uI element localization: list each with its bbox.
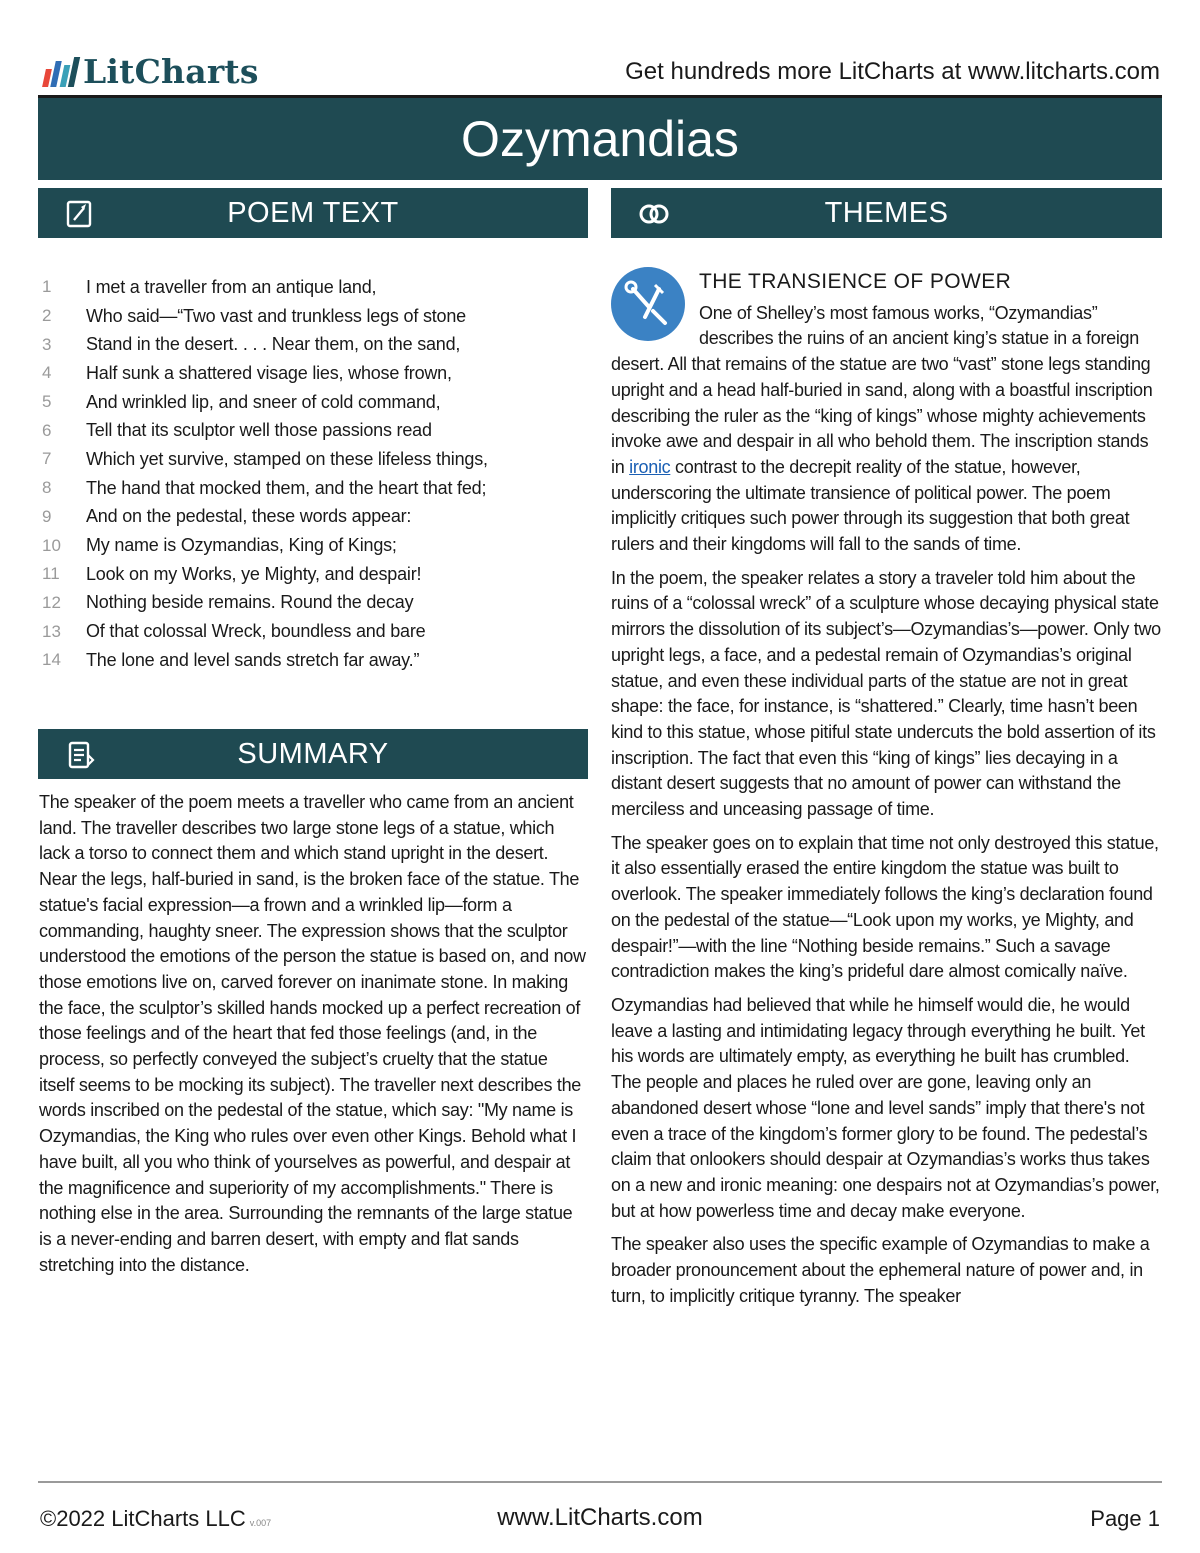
theme-paragraph-1 [611, 301, 1162, 558]
page-title: Ozymandias [38, 98, 1162, 180]
line-number: 4 [42, 363, 52, 383]
line-text: The hand that mocked them, and the heart that fed; [86, 477, 487, 498]
summary-header [38, 729, 588, 779]
logo-bars-icon [44, 57, 77, 87]
line-text: Look on my Works, ye Mighty, and despair! [86, 563, 422, 584]
poem-line [38, 503, 588, 532]
book-quill-icon [64, 200, 98, 228]
poem-line [38, 273, 588, 302]
interlocking-rings-icon [637, 200, 671, 228]
poem-line [38, 617, 588, 646]
line-number: 10 [42, 535, 61, 555]
line-text: Tell that its sculptor well those passions read [86, 420, 432, 441]
header-tagline[interactable]: Get hundreds more LitCharts at www.litcharts.com [625, 58, 1160, 85]
poem-line [38, 474, 588, 503]
line-number: 1 [42, 277, 52, 297]
line-number: 7 [42, 449, 52, 469]
theme-paragraph-5: The speaker also uses the specific example of Ozymandias to make a broader pronouncement about the ephemeral nature of power and, in turn, to implicitly critique tyranny. The speaker [611, 1234, 1150, 1306]
line-number: 9 [42, 506, 52, 526]
poem-text-header [38, 188, 588, 238]
theme-paragraph-3: The speaker goes on to explain that time not only destroyed this statue, it also essentially erased the entire kingdom the statue was built to overlook. The speaker immediately follows the king’s declaration found on the pedestal of the statue—“Look upon my works, ye Mighty, and despair!”—with the line “Nothing beside remains.” Such a savage contradiction makes the king’s prideful dare almost comically naïve. [611, 832, 1159, 982]
copyright-text: ©2022 LitCharts LLC [40, 1506, 246, 1531]
footer-site-link[interactable]: www.LitCharts.com [497, 1504, 703, 1531]
line-text: And on the pedestal, these words appear: [86, 506, 412, 527]
poem-line [38, 359, 588, 388]
line-number: 12 [42, 592, 61, 612]
line-number: 8 [42, 478, 52, 498]
line-text: I met a traveller from an antique land, [86, 276, 377, 297]
logo-text: LitCharts [83, 52, 259, 91]
poem-line [38, 388, 588, 417]
summary-paragraph: The speaker of the poem meets a traveller who came from an ancient land. The traveller describes two large stone legs of a statue, which lack a torso to connect them and which stand upright in the desert. Near the legs, half-buried in sand, is the broken face of the statue. The statue's facial expression—a frown and a wrinkled lip—form a commanding, haughty sneer. The expression shows that the sculptor understood the emotions of the person the statue is based on, and now those emotions live on, carved forever on inanimate stone. In making the face, the sculptor’s skilled hands mocked up a perfect recreation of those feelings and of the heart that fed those feelings (and, in the process, so perfectly conveyed the subject’s cruelty that the statue itself seems to be mocking its subject). The traveller next describes the words inscribed on the pedestal of the statue, which say: "My name is Ozymandias, the King who rules over even other Kings. Behold what I have built, all you who think of yourselves as powerful, and despair at the magnificence and superiority of my accomplishments." There is nothing else in the area. Surrounding the remnants of the large statue is a never-ending and barren desert, with empty and flat sands stretching into the distance. [39, 792, 586, 1275]
poem-text-heading: POEM TEXT [227, 196, 399, 229]
line-number: 14 [42, 650, 61, 670]
version-label: v.007 [249, 1518, 272, 1528]
line-text: Which yet survive, stamped on these lifeless things, [86, 448, 488, 469]
line-text: Of that colossal Wreck, boundless and bare [86, 621, 426, 642]
line-text: Stand in the desert. . . . Near them, on the sand, [86, 334, 461, 355]
poem-line [38, 416, 588, 445]
line-number: 5 [42, 392, 52, 412]
line-number: 2 [42, 306, 52, 326]
page-header [38, 50, 1162, 94]
line-text: Nothing beside remains. Round the decay [86, 592, 414, 613]
line-number: 6 [42, 420, 52, 440]
footer-divider [38, 1481, 1162, 1483]
theme-paragraph-4: Ozymandias had believed that while he himself would die, he would leave a lasting and intimidating legacy through everything he built. Yet his words are ultimately empty, as everything he built has crumbled. The people and places he ruled over are gone, leaving only an abandoned desert whose “lone and level sands” imply that there's not even a trace of the kingdom’s former glory to be found. The pedestal’s claim that onlookers should despair at Ozymandias’s works thus takes on a new and ironic meaning: one despairs not at Ozymandias’s power, but at how powerless time and decay make everyone. [611, 994, 1160, 1221]
line-text: The lone and level sands stretch far away.” [86, 649, 420, 670]
line-text: Half sunk a shattered visage lies, whose frown, [86, 362, 452, 383]
theme-title: THE TRANSIENCE OF POWER [699, 270, 1012, 293]
themes-header [611, 188, 1162, 238]
page-number: Page 1 [1090, 1506, 1160, 1531]
line-number: 3 [42, 334, 52, 354]
poem-line [38, 589, 588, 618]
page-footer [38, 1502, 1162, 1536]
poem-line [38, 531, 588, 560]
line-text: And wrinkled lip, and sneer of cold command, [86, 391, 441, 412]
theme-transience-of-power [611, 263, 1162, 1317]
poem-line [38, 560, 588, 589]
ironic-link[interactable]: ironic [629, 456, 671, 477]
theme-p1-text-end: contrast to the decrepit reality of the statue, however, underscoring the ultimate transience of political power. The poem implicitly critiques such power through its suggestion that both great rulers and their kingdoms will fall to the sands of time. [611, 456, 1130, 555]
themes-heading: THEMES [824, 196, 949, 229]
line-text: Who said—“Two vast and trunkless legs of stone [86, 305, 466, 326]
poem-line [38, 302, 588, 331]
poem-line [38, 445, 588, 474]
summary-heading: SUMMARY [237, 737, 389, 770]
theme-p1-text: One of Shelley’s most famous works, “Ozymandias” describes the ruins of an ancient king’s statue in a foreign desert. All that remains of the statue are two “vast” stone legs standing upright and a head half-buried in sand, along with a boastful inscription describing the ruler as the “king of kings” whose mighty achievements invoke awe and despair in all who behold them. The inscription stands in [611, 302, 1153, 477]
poem-line [38, 330, 588, 359]
line-text: My name is Ozymandias, King of Kings; [86, 535, 397, 556]
theme-paragraph-2: In the poem, the speaker relates a story a traveler told him about the ruins of a “colossal wreck” of a sculpture whose decaying physical state mirrors the dissolution of its subject’s—Ozymandias’s—power. Only two upright legs, a face, and a pedestal remain of Ozymandias’s original statue, and even these individual parts of the statue are not in great shape: the face, for instance, is “shattered.” Clearly, time hasn’t been kind to this statue, whose pitiful state undercuts the bold assertion of its inscription. The fact that even this “king of kings” lies decaying in a distant desert suggests that no amount of power can withstand the merciless and unceasing passage of time. [611, 567, 1161, 820]
line-number: 13 [42, 621, 61, 641]
poem-lines [38, 273, 588, 675]
line-number: 11 [42, 564, 60, 584]
document-list-icon [64, 741, 98, 769]
broken-scepter-icon [611, 267, 685, 341]
litcharts-logo[interactable] [44, 52, 259, 91]
poem-line [38, 646, 588, 675]
